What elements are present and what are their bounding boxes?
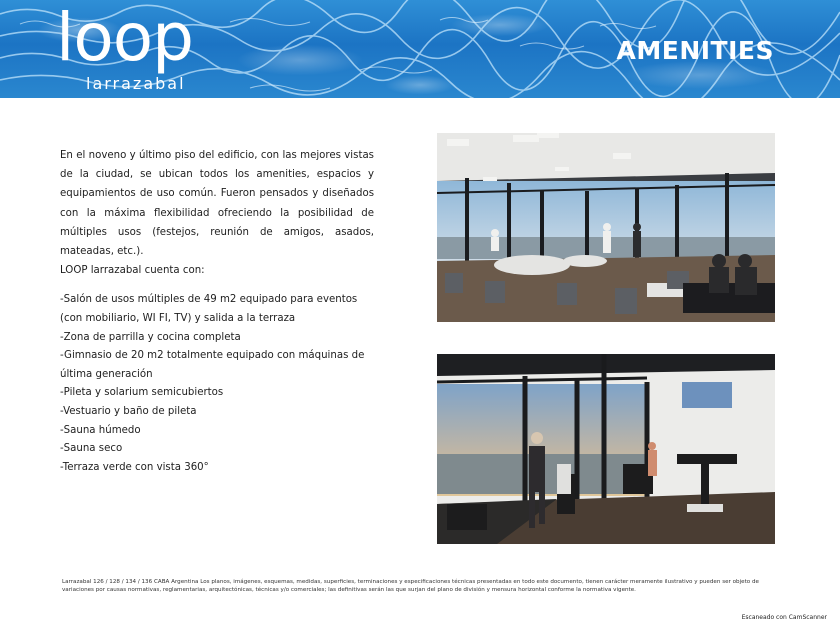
feature-item: -Zona de parrilla y cocina completa: [60, 331, 241, 343]
legal-disclaimer: Larrazabal 126 / 128 / 134 / 136 CABA Argentina Los planos, imágenes, esquemas, medidas, superficies, terminaciones y especificaciones técnicas presentadas en todo este documento, tienen carácter meramente ilustrativo y pueden ser objeto de variaciones por causas normativas, reglamentarias, arquitectónicas, técnicas y/o comerciales; las definitivas serán las que surjan del plano de división y mensura horizontal conforme la normativa vigente.: [62, 579, 759, 593]
feature-item: -Vestuario y baño de pileta: [60, 405, 197, 417]
header-banner: [0, 0, 840, 98]
logo-wordmark: loop: [56, 0, 193, 76]
feature-item: -Salón de usos múltiples de 49 m2 equipado para eventos (con mobiliario, WI FI, TV) y salida a la terraza: [60, 294, 358, 325]
lounge-rendering-image: [437, 133, 775, 322]
page-title: AMENITIES: [616, 36, 774, 65]
feature-item: -Sauna húmedo: [60, 424, 141, 436]
features-list: [60, 291, 374, 477]
feature-item: -Terraza verde con vista 360°: [60, 461, 209, 473]
feature-item: -Pileta y solarium semicubiertos: [60, 387, 224, 399]
feature-item: -Sauna seco: [60, 443, 123, 455]
scanner-watermark: Escaneado con CamScanner: [741, 614, 827, 621]
gym-rendering-image: [437, 354, 775, 544]
intro-paragraph: En el noveno y último piso del edificio, con las mejores vistas de la ciudad, se ubican todos los amenities, espacios y equipamientos de uso común. Fueron pensados y diseñados con la máxima flexibilidad ofreciendo la posibilidad de múltiples usos (festejos, reunión de amigos, asados, mateadas, etc.).: [60, 150, 374, 258]
logo-subtitle: larrazabal: [86, 74, 186, 93]
amenities-description: [60, 146, 374, 477]
feature-item: -Gimnasio de 20 m2 totalmente equipado con máquinas de última generación: [60, 350, 365, 380]
features-heading: LOOP larrazabal cuenta con:: [60, 265, 205, 277]
